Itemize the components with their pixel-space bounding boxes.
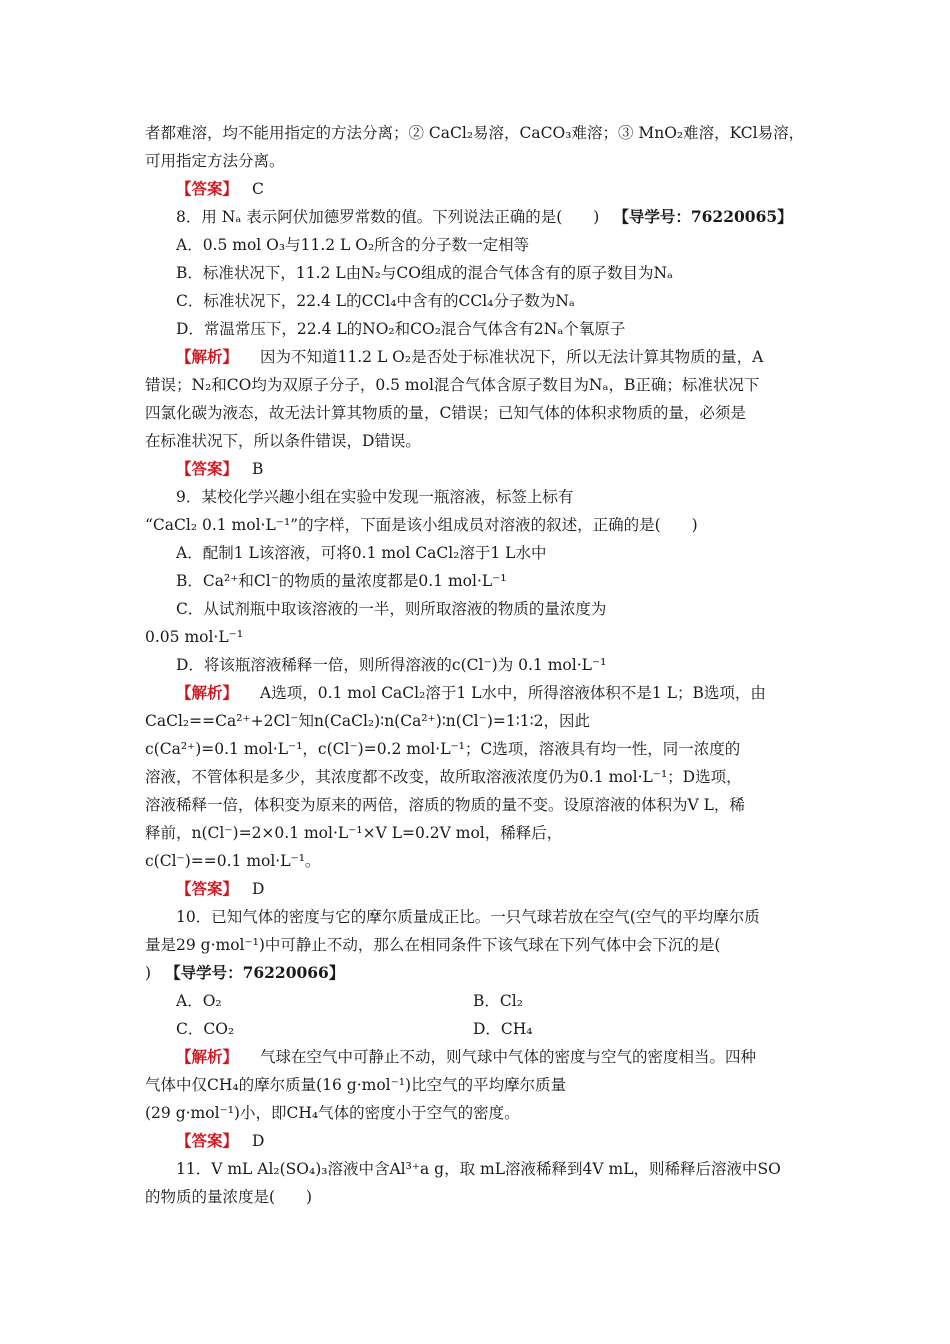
q8-answer: B — [252, 460, 264, 478]
intro-line-2: 可用指定方法分离。 — [145, 152, 285, 170]
answer-label: 【答案】 — [176, 880, 239, 898]
q9-option-c-cont: 0.05 mol·L⁻¹ — [145, 628, 244, 646]
q10-option-d: D．CH₄ — [473, 1020, 533, 1038]
q9-stem-line-1: 9．某校化学兴趣小组在实验中发现一瓶溶液，标签上标有 — [176, 488, 574, 506]
q9-stem-line-2: “CaCl₂ 0.1 mol·L⁻¹”的字样，下面是该小组成员对溶液的叙述，正确的是( ) — [145, 516, 698, 534]
q9-option-b: B．Ca²⁺和Cl⁻的物质的量浓度都是0.1 mol·L⁻¹ — [176, 572, 507, 590]
q8-stem-text: 8．用 Nₐ 表示阿伏加德罗常数的值。下列说法正确的是( ) — [176, 208, 600, 226]
q11-stem-line-2: 的物质的量浓度是( ) — [145, 1188, 313, 1206]
q9-analysis-line-7: c(Cl⁻)==0.1 mol·L⁻¹。 — [145, 852, 321, 870]
q9-answer-row — [176, 879, 264, 899]
q7-answer: C — [252, 180, 264, 198]
q8-analysis-line-2: 错误；N₂和CO均为双原子分子，0.5 mol混合气体含原子数目为Nₐ，B正确；标准状况下 — [145, 376, 760, 394]
q9-answer: D — [252, 880, 265, 898]
q8-option-d: D．常温常压下，22.4 L的NO₂和CO₂混合气体含有2Nₐ个氧原子 — [176, 320, 626, 338]
q10-answer-row — [176, 1131, 264, 1151]
q8-option-b: B．标准状况下，11.2 L由N₂与CO组成的混合气体含有的原子数目为Nₐ — [176, 264, 674, 282]
q8-guide-number: 【导学号：76220065】 — [613, 207, 793, 226]
q9-analysis-line-4: 溶液，不管体积是多少，其浓度都不改变，故所取溶液浓度仍为0.1 mol·L⁻¹；D选项， — [145, 768, 742, 786]
q10-stem-line-3 — [145, 963, 344, 983]
q9-analysis-line-1: A选项，0.1 mol CaCl₂溶于1 L水中，所得溶液体积不是1 L；B选项，由 — [260, 684, 766, 702]
q10-stem-close: ) — [145, 964, 152, 982]
q10-stem-line-1: 10．已知气体的密度与它的摩尔质量成正比。一只气球若放在空气(空气的平均摩尔质 — [176, 908, 760, 926]
q10-stem-line-2: 量是29 g·mol⁻¹)中可静止不动，那么在相同条件下该气球在下列气体中会下沉的是( — [145, 936, 721, 954]
q9-analysis-line-5: 溶液稀释一倍，体积变为原来的两倍，溶质的物质的量不变。设原溶液的体积为V L，稀 — [145, 796, 745, 814]
q8-analysis-line-4: 在标准状况下，所以条件错误，D错误。 — [145, 432, 421, 450]
q10-analysis-row — [176, 1047, 756, 1067]
q10-analysis-line-3: (29 g·mol⁻¹)小，即CH₄气体的密度小于空气的密度。 — [145, 1104, 520, 1122]
intro-line-1: 者都难溶，均不能用指定的方法分离；② CaCl₂易溶，CaCO₃难溶；③ MnO₂难溶，KCl易溶， — [145, 124, 805, 142]
q7-answer-row — [176, 179, 264, 199]
analysis-label: 【解析】 — [176, 1048, 239, 1066]
q8-analysis-line-1: 因为不知道11.2 L O₂是否处于标准状况下，所以无法计算其物质的量，A — [260, 348, 764, 366]
q10-analysis-line-2: 气体中仅CH₄的摩尔质量(16 g·mol⁻¹)比空气的平均摩尔质量 — [145, 1076, 567, 1094]
q8-analysis-line-3: 四氯化碳为液态，故无法计算其物质的量，C错误；已知气体的体积求物质的量，必须是 — [145, 404, 746, 422]
q9-option-d: D．将该瓶溶液稀释一倍，则所得溶液的c(Cl⁻)为 0.1 mol·L⁻¹ — [176, 656, 607, 674]
q10-answer: D — [252, 1132, 265, 1150]
q10-option-b: B．Cl₂ — [473, 992, 523, 1010]
answer-label: 【答案】 — [176, 1132, 239, 1150]
q9-analysis-row — [176, 683, 766, 703]
q10-option-a: A．O₂ — [176, 992, 222, 1010]
q8-analysis-row — [176, 347, 763, 367]
q11-stem-line-1: 11．V mL Al₂(SO₄)₃溶液中含Al³⁺a g，取 mL溶液稀释到4V mL，则稀释后溶液中SO — [176, 1160, 781, 1178]
q9-option-c: C．从试剂瓶中取该溶液的一半，则所取溶液的物质的量浓度为 — [176, 600, 607, 618]
analysis-label: 【解析】 — [176, 348, 239, 366]
q9-analysis-line-3: c(Ca²⁺)=0.1 mol·L⁻¹，c(Cl⁻)=0.2 mol·L⁻¹；C选项，溶液具有均一性，同一浓度的 — [145, 740, 741, 758]
q8-answer-row — [176, 459, 263, 479]
q8-option-a: A．0.5 mol O₃与11.2 L O₂所含的分子数一定相等 — [176, 236, 530, 254]
answer-label: 【答案】 — [176, 180, 239, 198]
q10-guide-number: 【导学号：76220066】 — [165, 963, 345, 982]
q9-analysis-line-2: CaCl₂==Ca²⁺+2Cl⁻知n(CaCl₂)∶n(Ca²⁺)∶n(Cl⁻)=1∶1∶2，因此 — [145, 712, 591, 730]
q10-analysis-line-1: 气球在空气中可静止不动，则气球中气体的密度与空气的密度相当。四种 — [260, 1048, 757, 1066]
answer-label: 【答案】 — [176, 460, 239, 478]
q10-option-c: C．CO₂ — [176, 1020, 235, 1038]
analysis-label: 【解析】 — [176, 684, 239, 702]
q8-option-c: C．标准状况下，22.4 L的CCl₄中含有的CCl₄分子数为Nₐ — [176, 292, 575, 310]
q9-option-a: A．配制1 L该溶液，可将0.1 mol CaCl₂溶于1 L水中 — [176, 544, 547, 562]
q8-stem — [176, 207, 793, 227]
q9-analysis-line-6: 释前，n(Cl⁻)=2×0.1 mol·L⁻¹×V L=0.2V mol，稀释后， — [145, 824, 563, 842]
